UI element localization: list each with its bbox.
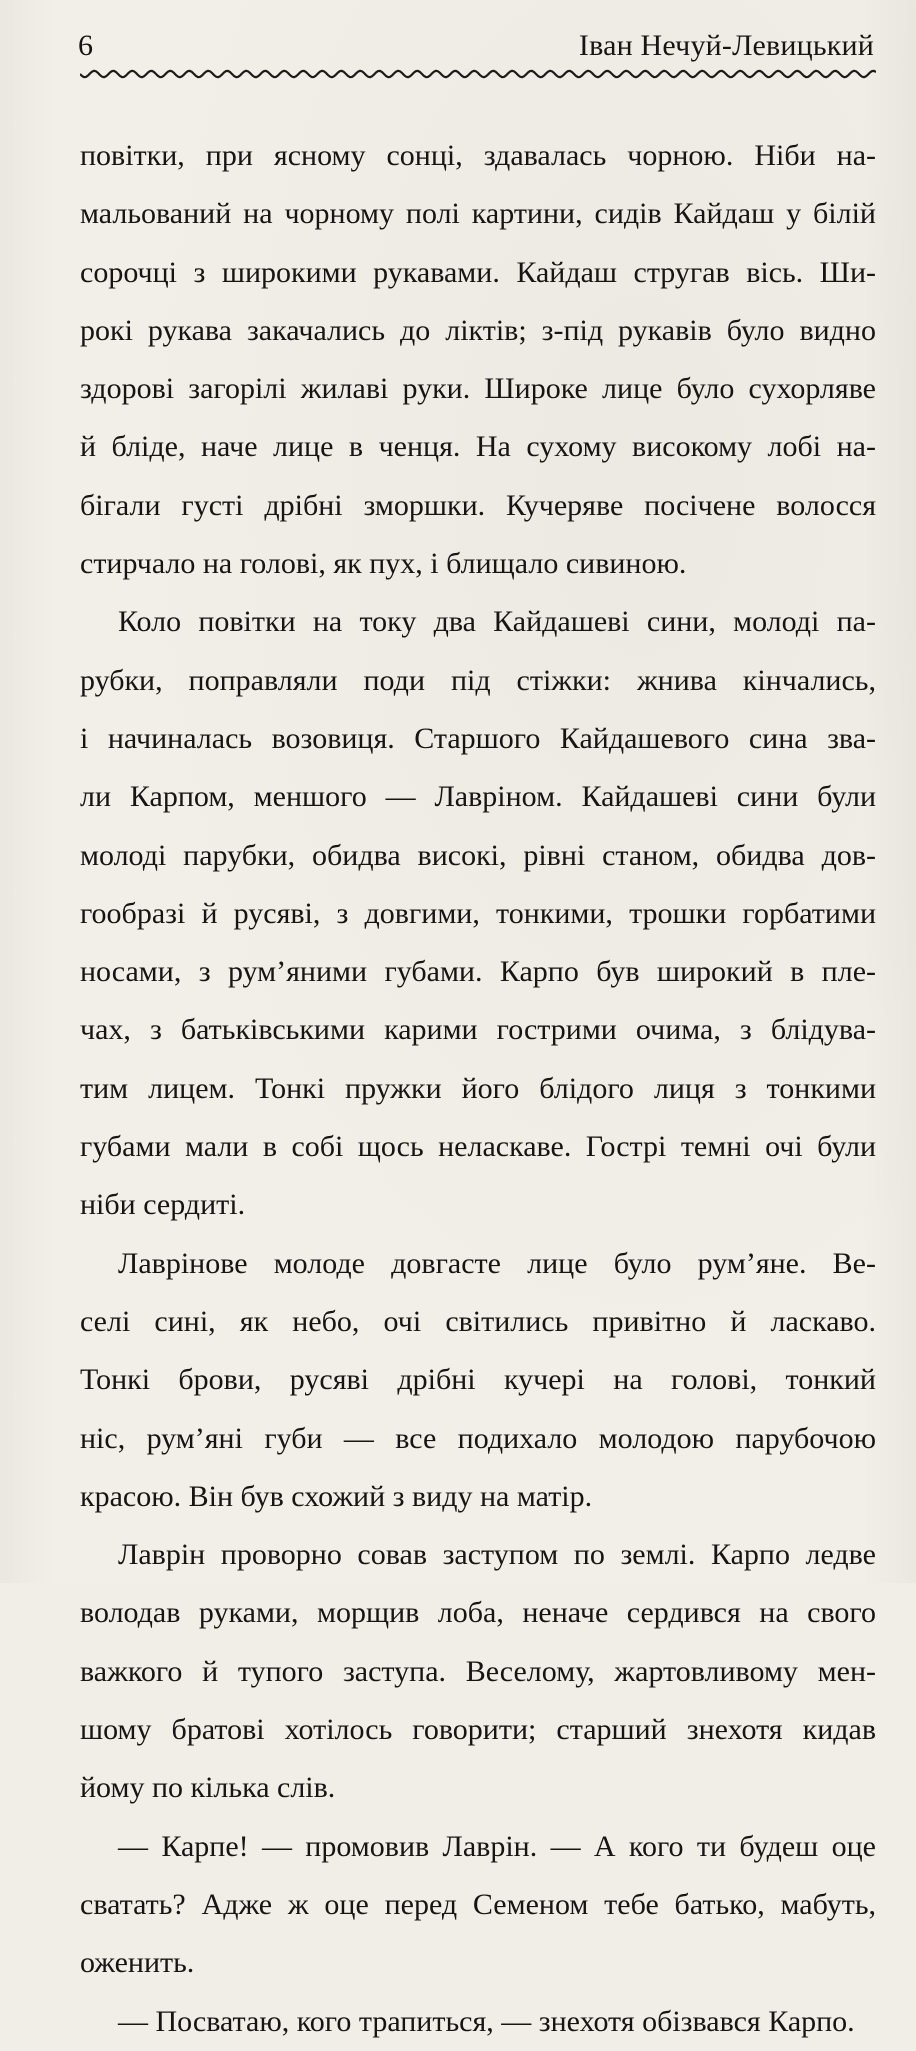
text-line: важкого й тупого заступа. Веселому, жартовливому мен-: [80, 1654, 876, 1688]
text-line: здорові загорілі жилаві руки. Широке лице було сухорляве: [80, 372, 876, 406]
text-line: губами мали в собі щось неласкаве. Гострі темні очі були: [80, 1130, 876, 1164]
text-line: ніс, рум’яні губи — все подихало молодою парубочою: [80, 1421, 876, 1455]
body-text: [80, 127, 876, 2051]
text-line: ли Карпом, меншого — Лавріном. Кайдашеві сини були: [80, 780, 876, 814]
text-line: і начиналась возовиця. Старшого Кайдашевого сина зва-: [80, 721, 876, 755]
text-line: ніби сердиті.: [80, 1188, 246, 1222]
text-line: чах, з батьківськими карими гострими очима, з блідува-: [80, 1013, 876, 1047]
text-line: Лаврін проворно совав заступом по землі. Карпо ледве: [118, 1538, 876, 1572]
text-line: шому братові хотілось говорити; старший знехотя кидав: [80, 1713, 876, 1747]
page-header: [66, 26, 874, 66]
text-line: володав руками, морщив лоба, неначе сердився на свого: [80, 1596, 876, 1630]
wavy-divider-rule: [80, 66, 876, 82]
text-line: мальований на чорному полі картини, сидів Кайдаш у білій: [80, 197, 876, 231]
text-line: й бліде, наче лице в ченця. На сухому високому лобі на-: [80, 430, 876, 464]
text-line: Тонкі брови, русяві дрібні кучері на голові, тонкий: [80, 1363, 876, 1397]
text-line: гообразі й русяві, з довгими, тонкими, трошки горбатими: [80, 896, 876, 930]
text-line: Коло повітки на току два Кайдашеві сини, молоді па-: [118, 605, 876, 639]
text-line: йому по кілька слів.: [80, 1771, 336, 1805]
text-line: красою. Він був схожий з виду на матір.: [80, 1479, 593, 1513]
text-line: оженить.: [80, 1946, 195, 1980]
text-line: бігали густі дрібні зморшки. Кучеряве посічене волосся: [80, 488, 876, 522]
running-head-author: Іван Нечуй-Левицький: [578, 29, 874, 62]
text-line: рокі рукава закачались до ліктів; з-під рукавів було видно: [80, 313, 876, 347]
text-line: стирчало на голові, як пух, і блищало сивиною.: [80, 547, 687, 581]
text-line: — Карпе! — промовив Лаврін. — А кого ти будеш оце: [118, 1829, 876, 1863]
text-line: селі сині, як небо, очі світились привітно й ласкаво.: [80, 1304, 876, 1338]
text-line: тим лицем. Тонкі пружки його блідого лиця з тонкими: [80, 1071, 876, 1105]
text-line: носами, з рум’яними губами. Карпо був широкий в пле-: [80, 955, 876, 989]
text-line: Лаврінове молоде довгасте лице було рум’яне. Ве-: [118, 1246, 876, 1280]
page-number: 6: [78, 29, 93, 62]
text-line: сватать? Адже ж оце перед Семеном тебе батько, мабуть,: [80, 1887, 876, 1921]
text-line: молоді парубки, обидва високі, рівні станом, обидва дов-: [80, 838, 876, 872]
text-line: повітки, при ясному сонці, здавалась чорною. Ніби на-: [80, 139, 876, 172]
text-line: рубки, поправляли поди під стіжки: жнива кінчались,: [80, 663, 876, 697]
text-line: — Посватаю, кого трапиться, — знехотя обізвався Карпо.: [118, 2004, 855, 2038]
text-line: сорочці з широкими рукавами. Кайдаш стругав вісь. Ши-: [80, 255, 876, 289]
